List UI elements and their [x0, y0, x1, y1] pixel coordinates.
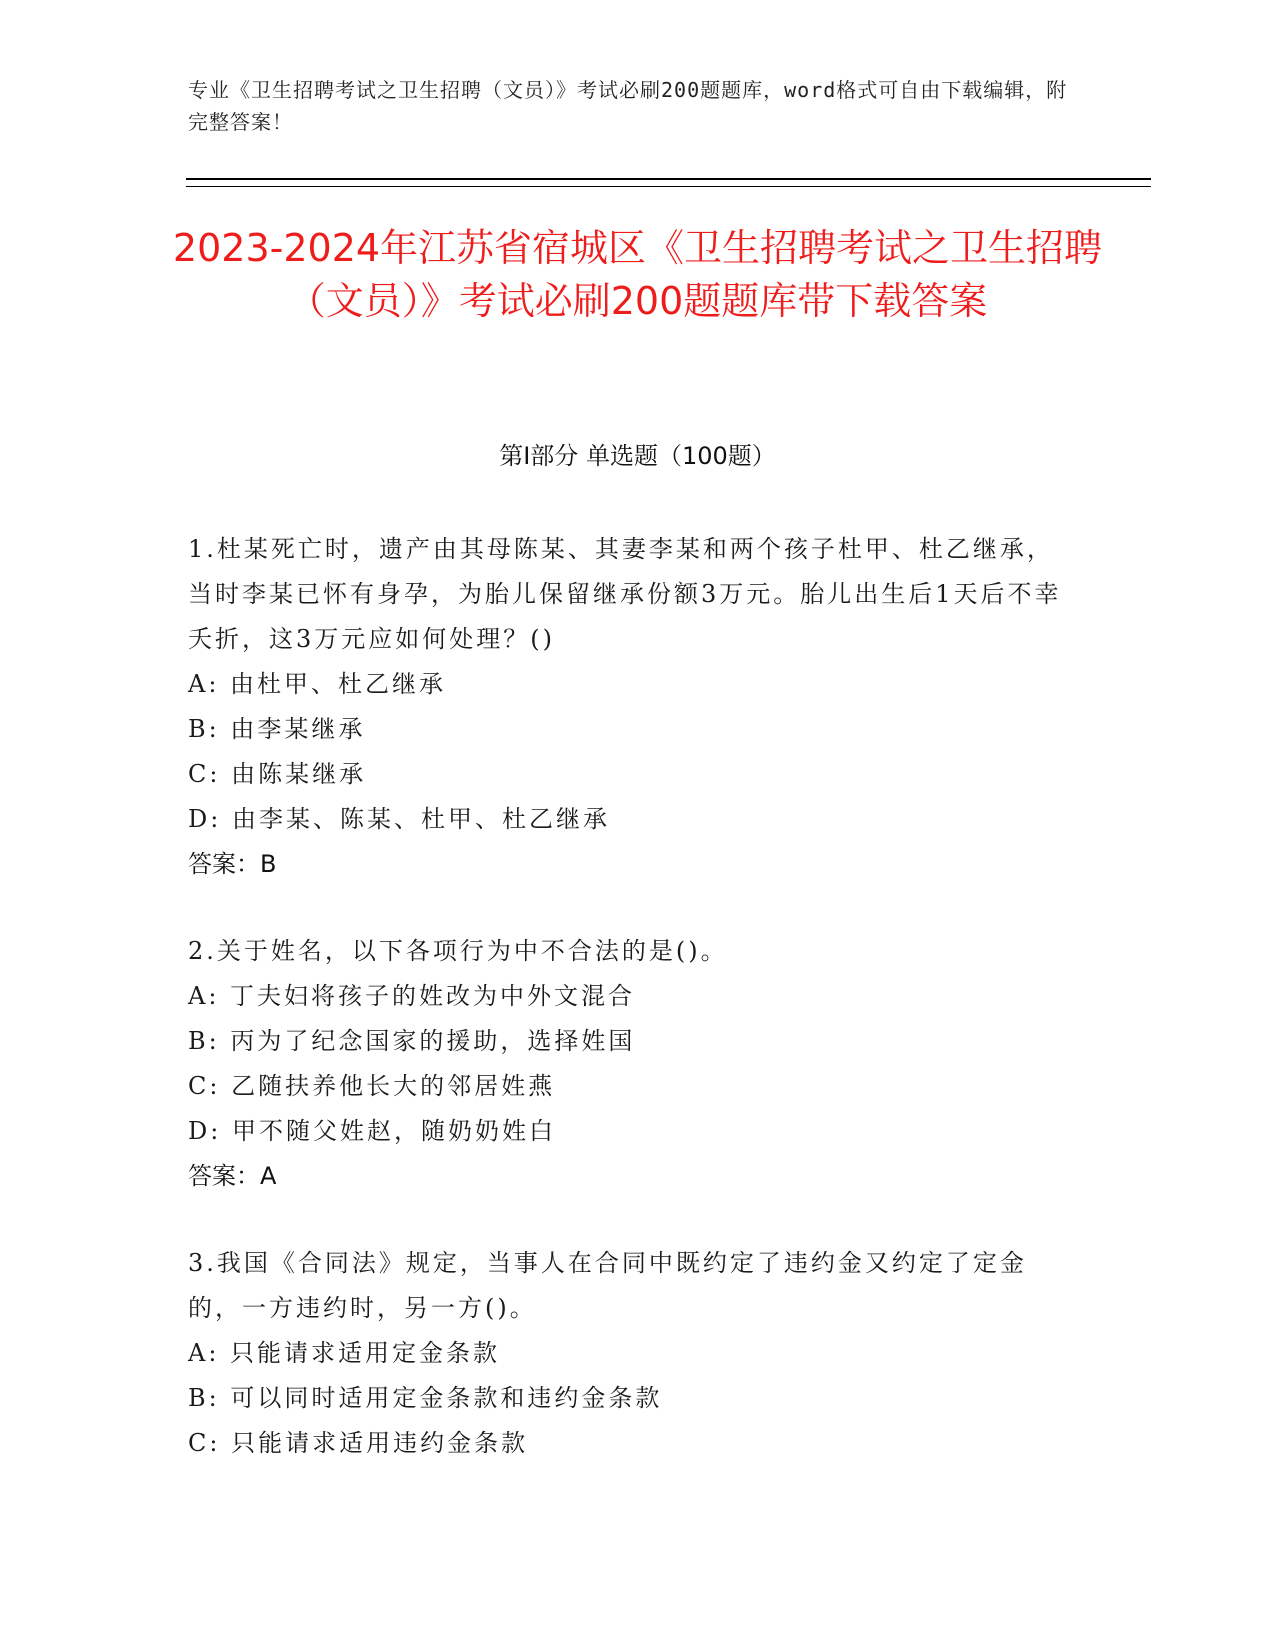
- option-a: A: 丁夫妇将孩子的姓改为中外文混合: [188, 982, 636, 1010]
- option-c: C: 只能请求适用违约金条款: [188, 1429, 529, 1457]
- answer: 答案：A: [188, 1162, 277, 1190]
- question-3: [188, 1241, 1068, 1466]
- question-1: [188, 527, 1068, 887]
- option-b: B: 可以同时适用定金条款和违约金条款: [188, 1384, 663, 1412]
- answer: 答案：B: [188, 850, 277, 878]
- question-text: 1.杜某死亡时，遗产由其母陈某、其妻李某和两个孩子杜甲、杜乙继承，当时李某已怀有身孕，为胎儿保留继承份额3万元。胎儿出生后1天后不幸夭折，这3万元应如何处理？(): [188, 535, 1062, 653]
- option-a: A: 由杜甲、杜乙继承: [188, 670, 447, 698]
- option-c: C: 由陈某继承: [188, 760, 367, 788]
- question-text: 2.关于姓名，以下各项行为中不合法的是()。: [188, 937, 728, 965]
- question-text: 3.我国《合同法》规定，当事人在合同中既约定了违约金又约定了定金的，一方违约时，另一方()。: [188, 1249, 1027, 1322]
- header-rule-thick: [186, 178, 1151, 180]
- option-b: B: 由李某继承: [188, 715, 366, 743]
- option-a: A: 只能请求适用定金条款: [188, 1339, 501, 1367]
- part-heading: 第I部分 单选题（100题）: [499, 442, 776, 470]
- question-list: [188, 527, 1068, 1508]
- option-d: D: 由李某、陈某、杜甲、杜乙继承: [188, 805, 610, 833]
- option-d: D: 甲不随父姓赵，随奶奶姓白: [188, 1117, 556, 1145]
- document-intro: 专业《卫生招聘考试之卫生招聘（文员）》考试必刷200题题库，word格式可自由下载编辑，附完整答案！: [188, 78, 1068, 134]
- option-c: C: 乙随扶养他长大的邻居姓燕: [188, 1072, 556, 1100]
- option-b: B: 丙为了纪念国家的援助，选择姓国: [188, 1027, 636, 1055]
- document-title: 2023-2024年江苏省宿城区《卫生招聘考试之卫生招聘（文员）》考试必刷200题题库带下载答案: [172, 226, 1103, 323]
- header-rule-thin: [186, 186, 1151, 187]
- question-2: [188, 929, 1068, 1199]
